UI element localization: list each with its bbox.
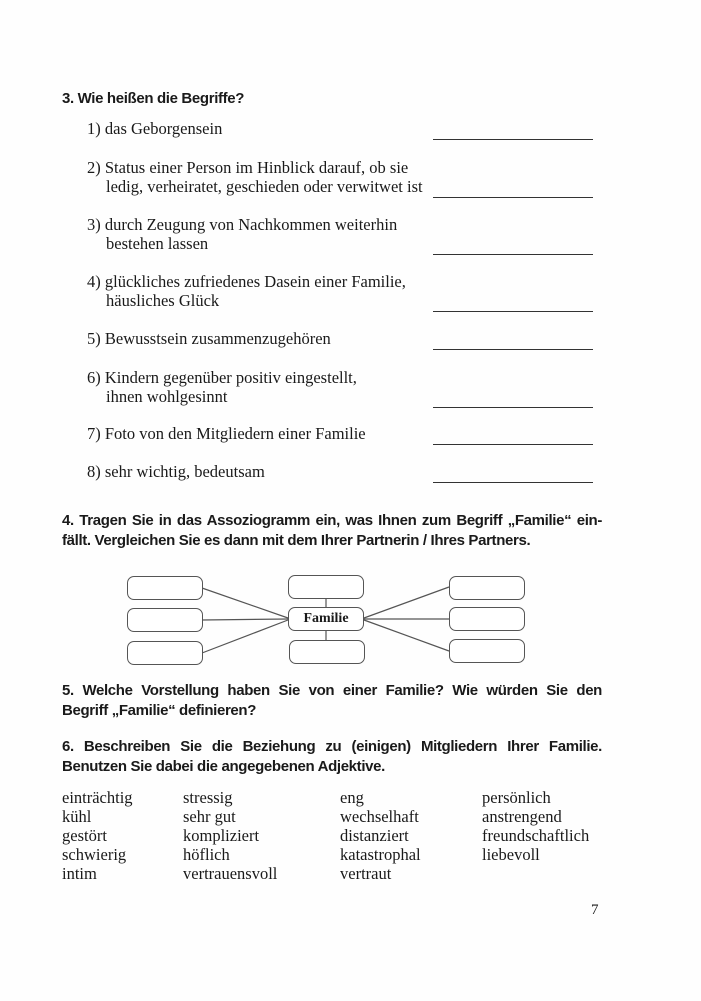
task3-item-5: 5) Bewusstsein zusammenzugehören xyxy=(87,329,331,348)
task3-heading: 3. Wie heißen die Begriffe? xyxy=(62,90,245,107)
task6-heading: 6. Beschreiben Sie die Beziehung zu (einigen) Mitgliedern Ihrer Familie. Benutzen Sie dabei die angegebenen Adjektive. xyxy=(62,738,602,775)
task3-item-7: 7) Foto von den Mitgliedern einer Familie xyxy=(87,424,366,443)
task3-item-3: 3) durch Zeugung von Nachkommen weiterhin bestehen lassen xyxy=(87,215,398,253)
adjective-column-3: eng wechselhaft distanziert katastrophal vertraut xyxy=(340,788,421,883)
association-box[interactable] xyxy=(288,575,364,599)
association-box[interactable] xyxy=(449,607,525,631)
association-box[interactable] xyxy=(127,608,203,632)
page-number: 7 xyxy=(591,902,599,918)
task3-item-1: 1) das Geborgensein xyxy=(87,119,223,138)
association-box[interactable] xyxy=(127,576,203,600)
association-box[interactable] xyxy=(289,640,365,664)
adjective-column-2: stressig sehr gut kompliziert höflich vertrauensvoll xyxy=(183,788,278,883)
task3-item-6: 6) Kindern gegenüber positiv eingestellt, ihnen wohlgesinnt xyxy=(87,368,357,406)
association-box[interactable] xyxy=(127,641,203,665)
task3-item-8: 8) sehr wichtig, bedeutsam xyxy=(87,462,265,481)
task3-item-2: 2) Status einer Person im Hinblick darauf, ob sie ledig, verheiratet, geschieden oder verwitwet ist xyxy=(87,158,423,196)
adjective-column-4: persönlich anstrengend freundschaftlich liebevoll xyxy=(482,788,590,864)
task4-heading: 4. Tragen Sie in das Assoziogramm ein, was Ihnen zum Begriff „Familie“ ein- fällt. Vergleichen Sie es dann mit dem Ihrer Partnerin / Ihres Partners. xyxy=(62,512,602,549)
adjective-column-1: einträchtig kühl gestört schwierig intim xyxy=(62,788,133,883)
task3-item-4: 4) glückliches zufriedenes Dasein einer Familie, häusliches Glück xyxy=(87,272,406,310)
center-box-familie: Familie xyxy=(288,607,364,631)
task5-heading: 5. Welche Vorstellung haben Sie von einer Familie? Wie würden Sie den Begriff „Familie“ definieren? xyxy=(62,682,602,719)
association-box[interactable] xyxy=(449,639,525,663)
association-box[interactable] xyxy=(449,576,525,600)
